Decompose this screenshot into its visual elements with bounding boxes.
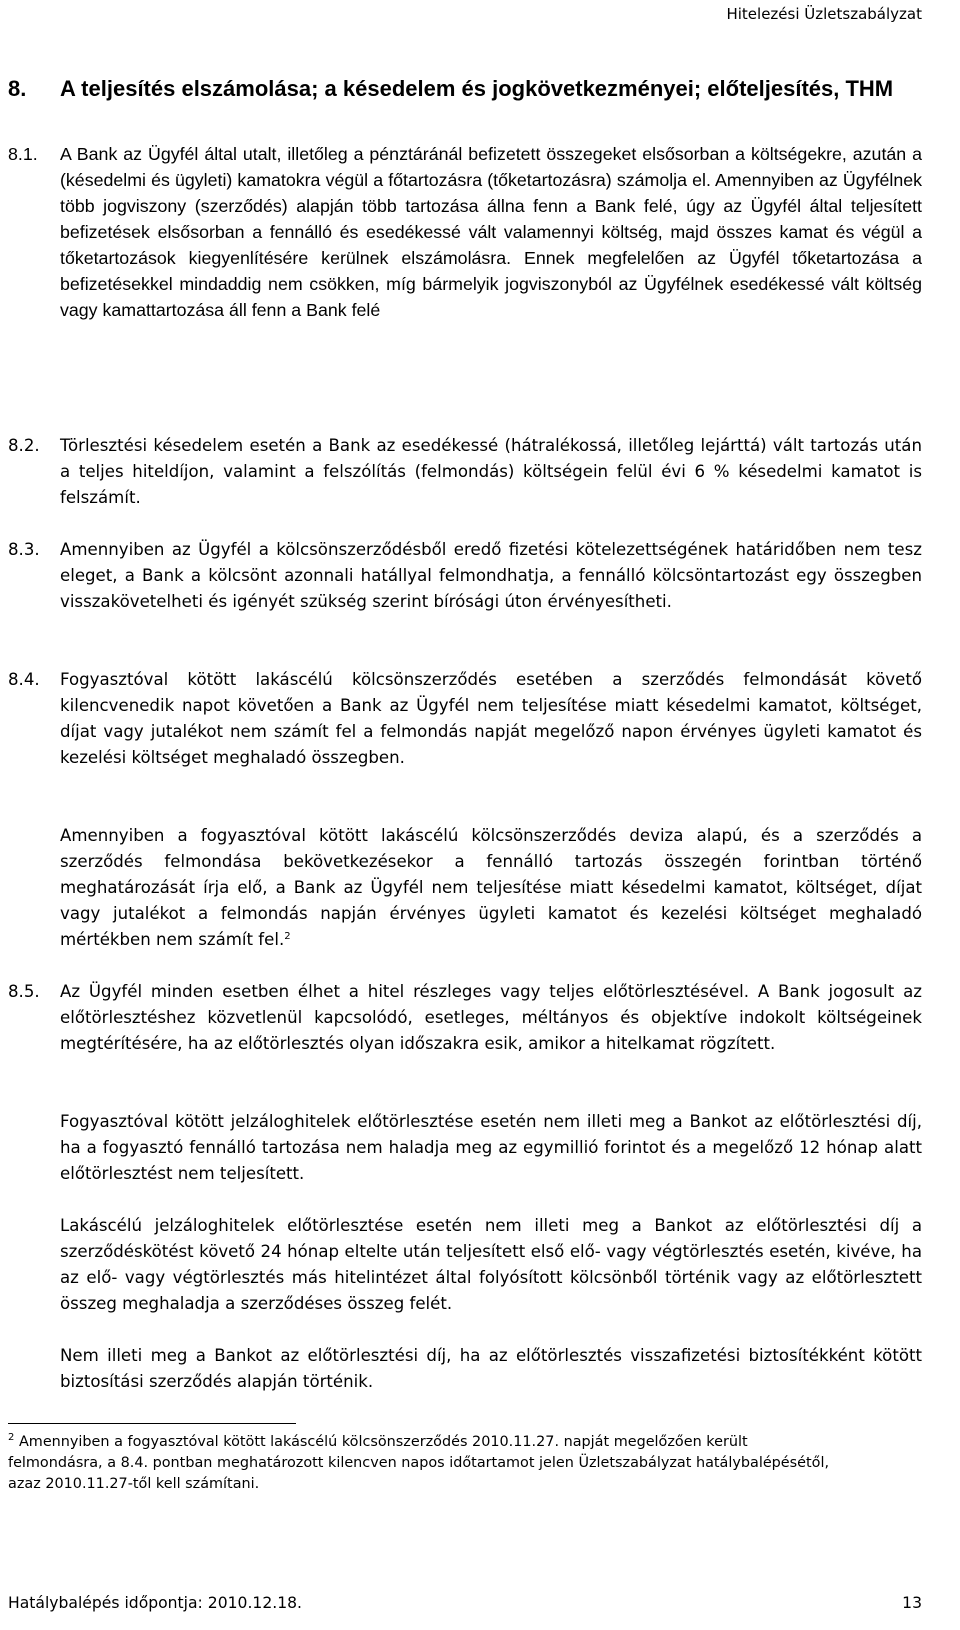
paragraph-text: Törlesztési késedelem esetén a Bank az esedékessé (hátralékossá, illetőleg lejárttá) vált tartozás után a teljes hiteldíjon, valamint a felszólítás (felmondás) költségein felül évi 6 % késedelmi kamatot is felszámít. — [60, 436, 922, 507]
paragraph-text: Az Ügyfél minden esetben élhet a hitel részleges vagy teljes előtörlesztésével. A Bank jogosult az előtörlesztéshez közvetlenül kapcsolódó, esetleges, méltányos és objektíve indokolt költségeinek megtérítésére, ha az előtörlesztés olyan időszakra esik, amikor a hitelkamat rögzített. — [60, 982, 922, 1053]
paragraph-number: 8.4. — [8, 670, 40, 689]
footer-page-number: 13 — [902, 1594, 922, 1612]
paragraph-8-5-biztositek — [60, 1343, 922, 1395]
footer-effective-date: Hatálybalépés időpontja: 2010.12.18. — [8, 1594, 303, 1612]
footnote-text: Amennyiben a fogyasztóval kötött lakáscélú kölcsönszerződés 2010.11.27. napját megelőzően került felmondásra, a 8.4. pontban meghatározott kilencven napos időtartamot jelen Üzletszabályzat hatálybalépésétől, azaz 2010.11.27-től kell számítani. — [8, 1434, 830, 1492]
paragraph-8-5-jelzalog — [60, 1109, 922, 1187]
section-heading — [8, 73, 923, 105]
paragraph-number: 8.5. — [8, 982, 40, 1001]
paragraph-text: A Bank az Ügyfél által utalt, illetőleg a pénztáránál befizetett összegeket elsősorban a költségekre, azután a (késedelmi és ügyleti) kamatokra végül a főtartozásra (tőketartozásra) számolja el. Amennyiben az Ügyfélnek több jogviszony (szerződés) alapján több tartozása állna fenn a Bank felé, úgy az Ügyfél által teljesített befizetések elsősorban a fennálló és esedékessé vált valamennyi költség, majd összes kamat és végül a tőketartozások kiegyenlítésére kerülnek elszámolásra. Ennek megfelelően az Ügyfél tőketartozása a befizetésekkel mindaddig nem csökken, míg bármelyik jogviszonyból az Ügyfélnek esedékessé vált költség vagy kamattartozása áll fenn a Bank felé — [60, 144, 922, 320]
paragraph-text: Amennyiben a fogyasztóval kötött lakáscélú kölcsönszerződés deviza alapú, és a szerződés a szerződés felmondása bekövetkezésekor a fennálló tartozás összegén forintban történő meghatározását írja elő, a Bank az Ügyfél nem teljesítése miatt késedelmi kamatot, költséget, díjat vagy jutalékot a felmondás napján érvényes ügyleti kamatot és kezelési költséget meghaladó mértékben nem számít fel. — [60, 826, 922, 949]
paragraph-number: 8.3. — [8, 540, 40, 559]
section-title: A teljesítés elszámolása; a késedelem és jogkövetkezményei; előteljesítés, THM — [60, 76, 894, 101]
paragraph-8-5-lakascelu — [60, 1213, 922, 1317]
paragraph-8-4-deviza — [60, 823, 922, 953]
paragraph-8-3 — [8, 537, 922, 615]
footnote — [8, 1432, 838, 1495]
paragraph-text: Amennyiben az Ügyfél a kölcsönszerződésből eredő fizetési kötelezettségének határidőben nem tesz eleget, a Bank a kölcsönt azonnali hatállyal felmondhatja, a fennálló kölcsöntartozást egy összegben visszakövetelheti és igényét szükség szerint bírósági úton érvényesítheti. — [60, 540, 922, 611]
paragraph-text: Fogyasztóval kötött lakáscélú kölcsönszerződés esetében a szerződés felmondását követő kilencvenedik napot követően a Bank az Ügyfél nem teljesítése miatt késedelmi kamatot, költséget, díjat vagy jutalékot nem számít fel a felmondás napját megelőző napon érvényes ügyleti kamatot és kezelési költséget meghaladó összegben. — [60, 670, 922, 767]
paragraph-text: Nem illeti meg a Bankot az előtörlesztési díj, ha az előtörlesztés visszafizetési biztosítékként kötött biztosítási szerződés alapján történik. — [60, 1346, 922, 1391]
paragraph-8-1 — [8, 141, 922, 323]
paragraph-text: Fogyasztóval kötött jelzáloghitelek előtörlesztése esetén nem illeti meg a Bankot az előtörlesztési díj, ha a fogyasztó fennálló tartozása nem haladja meg az egymillió forintot és a megelőző 12 hónap alatt előtörlesztést nem teljesített. — [60, 1112, 922, 1183]
footnote-reference[interactable]: 2 — [284, 931, 291, 942]
paragraph-8-2 — [8, 433, 922, 511]
page-header-title: Hitelezési Üzletszabályzat — [726, 5, 922, 23]
paragraph-number: 8.2. — [8, 436, 40, 455]
paragraph-number: 8.1. — [8, 144, 38, 164]
paragraph-text: Lakáscélú jelzáloghitelek előtörlesztése esetén nem illeti meg a Bankot az előtörlesztési díj a szerződéskötést követő 24 hónap eltelte után teljesített első elő- vagy végtörlesztés esetén, kivéve, ha az elő- vagy végtörlesztés más hitelintézet által folyósított kölcsönből történik vagy az előtörlesztett összeg meghaladja a szerződéses összeg felét. — [60, 1216, 922, 1313]
section-number: 8. — [8, 76, 27, 101]
paragraph-8-5 — [8, 979, 922, 1057]
footnote-separator — [8, 1423, 296, 1424]
paragraph-8-4 — [8, 667, 922, 771]
footnote-marker: 2 — [8, 1432, 15, 1443]
